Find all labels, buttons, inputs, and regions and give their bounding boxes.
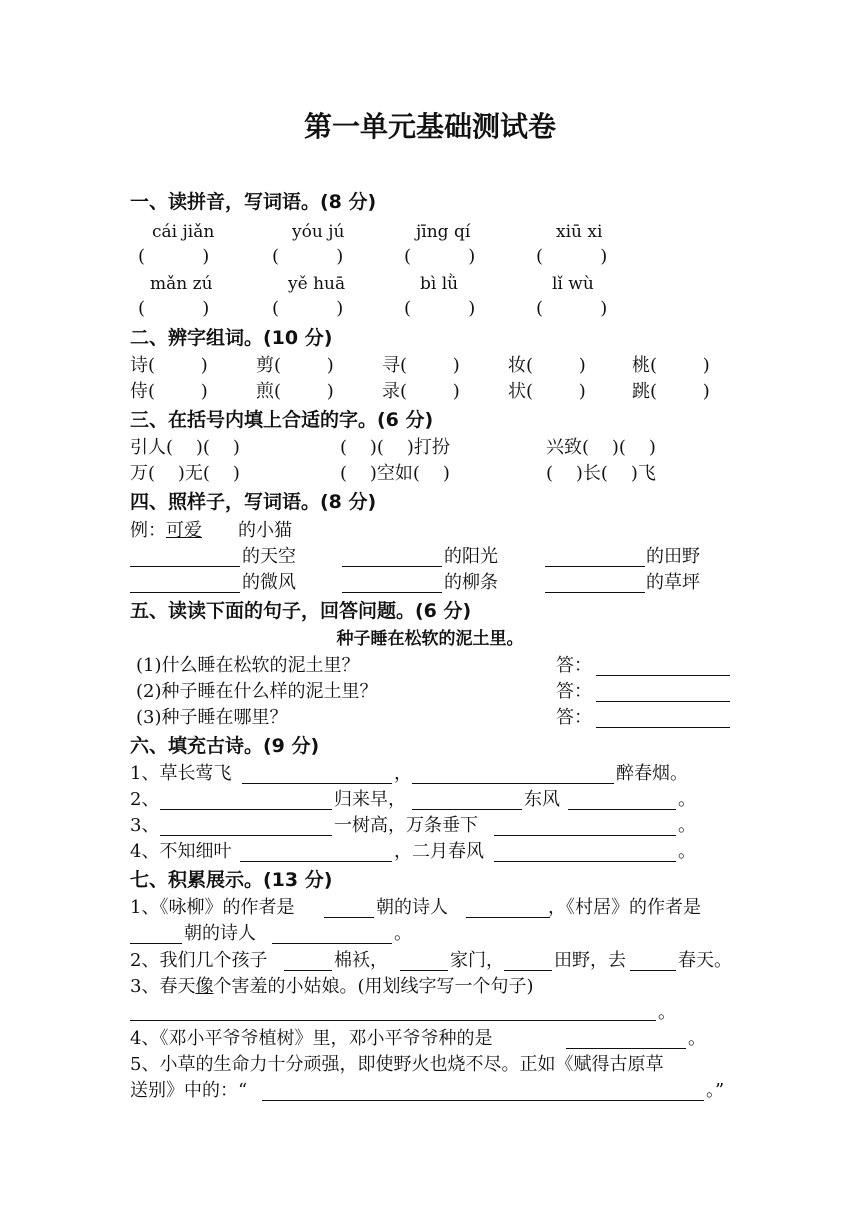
question-text: 。 (394, 923, 412, 944)
answer-paren[interactable]: ( ) (272, 246, 344, 267)
section-7-heading: 七、积累展示。(13 分) (130, 869, 333, 891)
question-text: 5、小草的生命力十分顽强，即使野火也烧不尽。正如《赋得古原草 (130, 1054, 664, 1075)
poem-text: ， (394, 763, 412, 784)
poem-text: ，二月春风 (394, 841, 484, 862)
idiom-item[interactable]: ( )空如( ) (340, 463, 450, 484)
q3-prefix: 3、春天 (130, 976, 196, 997)
idiom-item[interactable]: 万( )无( ) (130, 463, 240, 484)
phrase-suffix: 的微风 (242, 572, 296, 593)
word-item[interactable]: 诗( ) (130, 355, 208, 376)
question-text: 朝的诗人 (376, 897, 448, 918)
idiom-item[interactable]: 兴致( )( ) (546, 437, 656, 458)
reading-sentence: 种子睡在松软的泥土里。 (336, 629, 524, 649)
answer-paren[interactable]: ( ) (536, 246, 608, 267)
question-text: 棉袄， (334, 950, 388, 971)
poem-text: 东风 (524, 789, 560, 810)
question-text: 。 (688, 1028, 706, 1049)
blank-line[interactable] (130, 592, 240, 593)
word-item[interactable]: 桃( ) (632, 355, 710, 376)
answer-paren[interactable]: ( ) (404, 298, 476, 319)
blank-line[interactable] (242, 783, 392, 784)
blank-line[interactable] (130, 566, 240, 567)
idiom-item[interactable]: 引人( )( ) (130, 437, 240, 458)
word-item[interactable]: 煎( ) (256, 381, 334, 402)
blank-line[interactable] (412, 809, 522, 810)
blank-line[interactable] (630, 970, 676, 971)
blank-line[interactable] (466, 917, 550, 918)
blank-line[interactable] (160, 835, 332, 836)
blank-line[interactable] (342, 592, 442, 593)
answer-label: 答： (556, 707, 592, 728)
answer-line[interactable] (262, 1100, 704, 1101)
blank-line[interactable] (504, 970, 552, 971)
poem-text: 2、 (130, 789, 160, 810)
poem-text: 醉春烟。 (616, 763, 688, 784)
blank-line[interactable] (545, 566, 645, 567)
question-text: 。” (706, 1080, 725, 1101)
question-text: 。 (658, 1002, 676, 1023)
answer-label: 答： (556, 655, 592, 676)
phrase-suffix: 的田野 (646, 546, 700, 567)
idiom-item[interactable]: ( )长( )飞 (546, 463, 656, 484)
q3-suffix: 个害羞的小姑娘。(用划线字写一个句子) (213, 976, 534, 997)
question: (3)种子睡在哪里？ (136, 707, 288, 728)
poem-text: 一树高，万条垂下 (334, 815, 478, 836)
question-text: 田野，去 (554, 950, 626, 971)
section-4-heading: 四、照样子，写词语。(8 分) (130, 491, 377, 513)
blank-line[interactable] (130, 943, 182, 944)
phrase-suffix: 的草坪 (646, 572, 700, 593)
answer-paren[interactable]: ( ) (272, 298, 344, 319)
answer-paren[interactable]: ( ) (138, 246, 210, 267)
question-text: 送别》中的：“ (130, 1080, 248, 1101)
pinyin: lǐ wù (552, 274, 594, 294)
answer-paren[interactable]: ( ) (404, 246, 476, 267)
example-suffix: 的小猫 (238, 520, 292, 541)
question-text: 4、《邓小平爷爷植树》里，邓小平爷爷种的是 (130, 1028, 493, 1049)
phrase-suffix: 的柳条 (444, 572, 498, 593)
question-text: 朝的诗人 (184, 923, 256, 944)
poem-text: 3、 (130, 815, 160, 836)
question-text: 春天。 (678, 950, 732, 971)
poem-text: 4、不知细叶 (130, 841, 232, 862)
blank-line[interactable] (412, 783, 614, 784)
poem-text: 归来早， (334, 789, 406, 810)
answer-paren[interactable]: ( ) (536, 298, 608, 319)
pinyin: xiū xi (556, 222, 603, 242)
pinyin: jīng qí (416, 222, 471, 242)
pinyin: bì lǜ (420, 274, 459, 294)
section-6-heading: 六、填充古诗。(9 分) (130, 735, 320, 757)
answer-line[interactable] (130, 1020, 656, 1021)
section-2-heading: 二、辨字组词。(10 分) (130, 327, 333, 349)
pinyin: yóu jú (292, 222, 345, 242)
question-text: 家门， (450, 950, 504, 971)
word-item[interactable]: 侍( ) (130, 381, 208, 402)
answer-line[interactable] (596, 701, 730, 702)
question-text (130, 976, 534, 998)
blank-line[interactable] (566, 1048, 686, 1049)
section-1-heading: 一、读拼音，写词语。(8 分) (130, 191, 377, 213)
poem-text: 。 (678, 841, 696, 862)
blank-line[interactable] (400, 970, 448, 971)
question: (2)种子睡在什么样的泥土里？ (136, 681, 378, 702)
answer-paren[interactable]: ( ) (138, 298, 210, 319)
word-item[interactable]: 跳( ) (632, 381, 710, 402)
blank-line[interactable] (160, 809, 332, 810)
word-item[interactable]: 录( ) (382, 381, 460, 402)
question-text: ，《村居》的作者是 (548, 897, 701, 918)
blank-line[interactable] (284, 970, 332, 971)
idiom-item[interactable]: ( )( )打扮 (340, 437, 450, 458)
section-3-heading: 三、在括号内填上合适的字。(6 分) (130, 409, 434, 431)
blank-line[interactable] (342, 566, 442, 567)
answer-label: 答： (556, 681, 592, 702)
word-item[interactable]: 状( ) (508, 381, 586, 402)
q3-underlined-word: 像 (195, 976, 214, 997)
pinyin: mǎn zú (150, 274, 213, 294)
poem-text: 1、草长莺飞 (130, 763, 232, 784)
blank-line[interactable] (568, 809, 676, 810)
question-text: 2、我们几个孩子 (130, 950, 268, 971)
phrase-suffix: 的天空 (242, 546, 296, 567)
page-title: 第一单元基础测试卷 (303, 110, 556, 143)
example-line (130, 520, 292, 542)
pinyin: cái jiǎn (152, 222, 215, 242)
question-text: 1、《咏柳》的作者是 (130, 897, 295, 918)
word-item[interactable]: 剪( ) (256, 355, 334, 376)
blank-line[interactable] (324, 917, 374, 918)
example-prefix: 例： (130, 520, 166, 541)
blank-line[interactable] (545, 592, 645, 593)
word-item[interactable]: 寻( ) (382, 355, 460, 376)
pinyin: yě huā (288, 274, 346, 294)
blank-line[interactable] (494, 861, 676, 862)
poem-text: 。 (678, 789, 696, 810)
section-5-heading: 五、读读下面的句子，回答问题。(6 分) (130, 600, 472, 622)
answer-line[interactable] (596, 675, 730, 676)
answer-line[interactable] (596, 727, 730, 728)
example-word: 可爱 (166, 520, 202, 541)
word-item[interactable]: 妆( ) (508, 355, 586, 376)
blank-line[interactable] (240, 861, 392, 862)
question: (1)什么睡在松软的泥土里？ (136, 655, 360, 676)
poem-text: 。 (678, 815, 696, 836)
blank-line[interactable] (494, 835, 676, 836)
phrase-suffix: 的阳光 (444, 546, 498, 567)
blank-line[interactable] (272, 943, 392, 944)
